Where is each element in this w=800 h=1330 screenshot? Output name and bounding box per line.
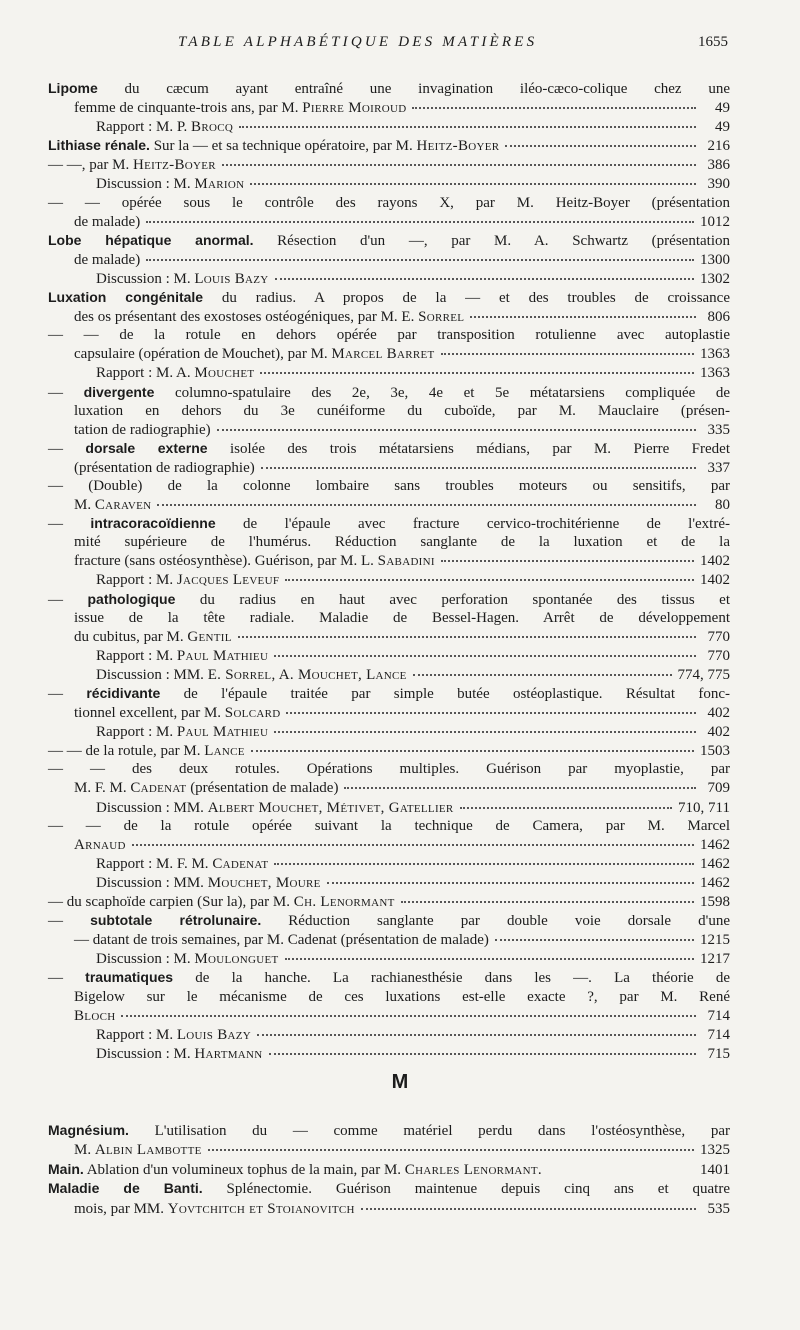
entry-body: — [48,913,91,930]
entry-body: capsulaire (opération de Mouchet), par M. [74,346,332,363]
dot-leader [495,927,694,941]
dot-leader [413,662,672,676]
dot-leader [132,832,694,846]
entry-text [96,270,269,288]
entry-subheading: traumatiques [85,969,174,986]
entry-body: femme de cinquante-trois ans, par M. [74,100,303,117]
dot-leader [460,795,672,809]
page-reference: 1325 [700,1142,730,1159]
author-name: Cadenat [130,780,187,797]
entry-body: des os présentant des exostoses ostéogéniques, par M. E. [74,309,419,326]
entry-body: — [48,686,87,702]
index-entry [48,288,730,1063]
page-reference: 1215 [700,932,730,949]
entry-body: — — de la rotule opérée suivant la technique de Camera, par M. Marcel [48,817,730,834]
entry-text [96,723,268,741]
dot-leader [260,360,694,374]
dot-leader [275,266,694,280]
dot-leader [470,304,696,318]
entry-line [48,420,730,439]
author-name: Bloch [74,1007,116,1024]
entry-line [48,798,730,817]
entry-heading: Maladie de Banti. [48,1180,203,1197]
entry-line [48,269,730,288]
entry-subheading: pathologique [87,590,176,607]
page-reference: 1012 [700,213,730,230]
entries-letter-m [48,1121,730,1218]
entry-text [96,364,254,382]
entry-body: — [48,440,86,457]
author-name: Ch. Lenormant [293,894,395,911]
entry-body: — (Double) de la colonne lombaire sans troubles moteurs ou sensitifs, par [48,477,730,494]
dot-leader [146,247,694,261]
entry-text [74,779,338,797]
entry-body: de l'épaule avec fracture cervico-trochitérienne de l'extré- [215,516,730,533]
dot-leader [274,643,696,657]
entry-text [74,1141,202,1159]
page-reference: 1402 [700,572,730,589]
section-letter: M [391,1071,409,1093]
entry-text [96,799,454,817]
entry-line [48,495,730,514]
dot-leader [285,946,694,960]
entry-body: luxation en dehors du 3e cunéiforme du cuboïde, par M. Mauclaire (présen- [74,402,730,419]
dot-leader [217,417,696,431]
entry-text [96,571,279,589]
entry-body: isolée des trois métatarsiens médians, par M. Pierre Fredet [207,440,730,457]
entry-body: — — de la rotule en dehors opérée par transposition rotulienne avec autoplastie [48,327,730,344]
entry-body: de la hanche. La rachianesthésie dans les —. La théorie de [173,970,731,987]
entry-text [96,1026,251,1044]
page-reference: 80 [715,497,730,514]
entry-line [48,1160,730,1179]
dot-leader [121,1003,696,1017]
entry-subheading: subtotale rétrolunaire. [90,912,262,929]
entry-body: Discussion : M. [96,951,195,968]
entry-body: fracture (sans ostéosynthèse). Guérison, par M. L. [74,553,378,570]
entry-body: (présentation de radiographie) [74,459,255,476]
entry-body: Résection d'un —, par M. A. Schwartz (présentation [253,232,730,249]
dot-leader [269,1041,696,1055]
entry-text [96,647,268,665]
entry-text [48,383,730,402]
page-reference: 402 [707,705,730,722]
author-name: Jacques Leveuf [176,572,280,589]
entry-text [74,496,151,514]
entry-text [74,1007,115,1025]
author-name: Yovtchitch et Stoianovitch [167,1200,355,1217]
page-reference: 714 [707,1026,730,1043]
entry-body: mois, par MM. [74,1200,168,1217]
entry-text [74,251,140,269]
page-reference: 770 [707,647,730,664]
page-reference: 337 [707,459,730,476]
page-reference: 1401 [700,1161,730,1178]
entry-text [48,156,216,174]
entry-text [74,628,232,646]
dot-leader [505,133,696,147]
entry-text [48,893,395,911]
index-entry [48,79,730,136]
entry-body: Rapport : M. P. [96,119,192,136]
entry-body: — — opérée sous le contrôle des rayons X, par M. Heitz-Boyer (présentation [48,194,730,211]
page-reference: 710, 711 [678,799,730,816]
entry-body: M. F. M. [74,780,131,797]
entry-body: — du scaphoïde carpien (Sur la), par M. [48,894,294,911]
dot-leader [257,1022,696,1036]
page-reference: 1300 [700,251,730,268]
dot-leader [261,455,696,469]
entry-line [48,1044,730,1063]
entry-body: — —, par M. [48,157,133,174]
page-reference: 1217 [700,951,730,968]
entry-body: de l'épaule traitée par simple butée ostéoplastique. Résultat fonc- [160,686,730,702]
page-reference: 1363 [700,346,730,363]
dot-leader [239,114,696,128]
page-reference: 1598 [700,894,730,911]
entry-line [48,1140,730,1159]
author-name: Lance [204,743,245,760]
author-name: Arnaud [74,836,126,853]
entry-body: Discussion : MM. [96,874,208,891]
dot-leader [412,95,696,109]
entry-text [96,855,268,873]
entry-line [48,458,730,477]
entry-body: M. [74,1142,95,1159]
entry-body: — [48,970,86,987]
page-reference: 335 [707,421,730,438]
entry-body: de malade) [74,213,141,230]
entry-body: Discussion : M. [96,176,195,193]
entry-body: Splénectomie. Guérison maintenue depuis cinq ans et quatre [202,1181,730,1198]
page-reference: 715 [707,1045,730,1062]
dot-leader [238,624,696,638]
entries-letter-l [48,79,730,1063]
entry-body: Rapport : M. [96,724,177,741]
author-name: Sabadini [377,553,435,570]
entry-body: columno-spatulaire des 2e, 3e, 4e et 5e métatarsiens compliquée de [154,384,730,401]
entry-body: Rapport : M. [96,647,177,664]
page-reference: 1302 [700,270,730,287]
entry-body: du cæcum ayant entraîné une invagination iléo-cæco-colique chez une [97,81,730,97]
author-name: Gentil [187,628,232,645]
page-reference: 402 [707,724,730,741]
dot-leader [208,1137,694,1151]
author-name: Mouchet, Moure [207,874,321,891]
author-name: Heitz-Boyer [133,157,216,174]
entry-heading: Lithiase rénale. [48,137,150,154]
entry-body: — [48,516,91,533]
author-name: E. Sorrel, A. Mouchet, Lance [207,666,407,683]
entry-line [48,570,730,589]
entry-subheading: récidivante [86,685,161,701]
dot-leader [361,1196,696,1210]
author-name: Hartmann [194,1045,263,1062]
entry-heading: Luxation congénitale [48,289,204,306]
entry-heading: Main. [48,1160,84,1177]
entry-text [74,704,280,722]
author-name: Sorrel [418,309,465,326]
entry-line [48,363,730,382]
dot-leader [274,851,694,865]
entry-body: du radius en haut avec perforation spontanée des tissus et [175,591,731,608]
dot-leader [146,209,694,223]
author-name: Solcard [224,705,281,722]
entry-line [48,590,730,609]
entry-body: Rapport : M. F. M. [96,855,213,872]
entry-line [48,741,730,760]
dot-leader [157,492,696,506]
page-reference: 709 [707,780,730,797]
author-name: Heitz-Boyer [416,138,500,155]
entry-text [74,213,140,231]
entry-subheading: intracoracoïdienne [90,515,216,532]
entry-body: Discussion : MM. [96,666,208,683]
page-reference: 1462 [700,855,730,872]
entry-body: mité supérieure de l'humérus. Réduction sanglante de la luxation et de la [74,534,730,551]
entry-text [74,459,255,477]
author-name: Charles Lenormant. [404,1161,542,1178]
entry-body: L'utilisation du — comme matériel perdu dans l'ostéosynthèse, par [128,1123,730,1139]
page-reference: 1402 [700,553,730,570]
entry-body: — datant de trois semaines, par M. Cadenat (présentation de malade) [74,932,489,949]
entry-body: — [48,591,88,608]
entry-body: de malade) [74,251,141,268]
entry-body: Rapport : M. [96,1026,177,1043]
entry-line [48,307,730,326]
entry-text [96,1045,263,1063]
index-entry [48,1160,730,1179]
author-name: Paul Mathieu [176,724,269,741]
author-name: Moulonguet [194,951,279,968]
dot-leader [344,775,696,789]
entry-text [48,742,245,760]
entry-text [96,950,279,968]
author-name: Paul Mathieu [176,647,269,664]
page-reference: 390 [707,176,730,193]
author-name: Louis Bazy [176,1026,252,1043]
author-name: Caraven [94,497,152,514]
author-name: Mouchet [194,365,255,382]
page-reference: 1503 [700,743,730,760]
index-entry [48,1179,730,1218]
entry-body: — — de la rotule, par M. [48,743,205,760]
entry-body: — — des deux rotules. Opérations multiples. Guérison par myoplastie, par [48,761,730,778]
entry-text [96,666,407,684]
running-head [0,34,800,56]
entry-text [48,1160,542,1179]
author-name: Louis Bazy [194,270,269,287]
page-reference: 770 [707,628,730,645]
page-reference: 714 [707,1007,730,1024]
author-name: Marcel Barret [331,346,435,363]
entry-text [74,308,464,326]
entry-text [48,968,730,987]
entry-heading: Magnésium. [48,1122,129,1138]
page-reference: 49 [715,119,730,136]
entry-body: Discussion : M. [96,270,195,287]
page-reference: 386 [707,157,730,174]
page-number: 1655 [698,34,728,50]
entry-line [48,1199,730,1218]
entry-body: Discussion : MM. [96,799,208,816]
author-name: Albin Lambotte [94,1142,202,1159]
author-name: Albert Mouchet, Métivet, Gatellier [207,799,454,816]
entry-body: issue de la tête radiale. Maladie de Bessel-Hagen. Arrêt de développement [74,609,730,626]
entry-heading: Lobe hépatique anormal. [48,231,254,248]
page-reference: 216 [707,138,730,155]
entry-text [48,514,730,533]
entry-body: Réduction sanglante par double voie dorsale d'une [261,913,731,930]
entry-line [48,665,730,684]
page-reference: 1363 [700,365,730,382]
entry-text [96,175,244,193]
entry-line [48,212,730,231]
entry-body: (présentation de malade) [186,780,339,797]
entry-body: M. [74,497,95,514]
entry-heading: Lipome [48,80,98,96]
entry-text [74,421,211,439]
entry-text [96,874,321,892]
dot-leader [401,889,694,903]
page-reference: 1462 [700,836,730,853]
dot-leader [285,567,694,581]
running-title: TABLE ALPHABÉTIQUE DES MATIÈRES [178,34,538,50]
author-name: Brocq [191,119,234,136]
author-name: Pierre Moiroud [302,100,407,117]
dot-leader [222,152,696,166]
author-name: Marion [194,176,245,193]
entry-text [74,836,126,854]
entry-line [48,174,730,193]
entry-subheading: dorsale externe [85,439,208,456]
page-reference: 806 [707,309,730,326]
page-reference: 774, 775 [677,666,730,683]
entry-text [74,1200,355,1218]
index-entry [48,231,730,288]
page-reference: 1462 [700,874,730,891]
page-reference: 535 [707,1200,730,1217]
entry-line [48,968,730,987]
dot-leader [274,719,696,733]
index-entry [48,1121,730,1160]
dot-leader [327,870,694,884]
dot-leader [441,341,694,355]
entry-line [48,383,730,402]
entry-line [48,949,730,968]
dot-leader [251,738,694,752]
entry-body: tation de radiographie) [74,421,211,438]
entry-line [48,892,730,911]
entry-body: Bigelow sur le mécanisme de ces luxations est-elle exacte ?, par M. René [74,988,730,1005]
entry-body: Sur la — et sa technique opératoire, par M. [149,138,417,155]
entry-body: tionnel excellent, par M. [74,705,225,722]
entry-body: Rapport : M. A. [96,365,195,382]
author-name: Cadenat [212,855,269,872]
entry-subheading: divergente [83,383,155,400]
entry-text [96,118,233,136]
entry-body: du cubitus, par M. [74,628,188,645]
dot-leader [286,700,696,714]
dot-leader [250,171,696,185]
entry-body: du radius. A propos de la — et des troubles de croissance [203,290,730,307]
entry-body: Discussion : M. [96,1045,195,1062]
entry-body: — [48,384,84,401]
entry-line [48,514,730,533]
dot-leader [441,548,694,562]
entry-body: Rapport : M. [96,572,177,589]
entry-body: Ablation d'un volumineux tophus de la main, par M. [83,1161,405,1178]
entry-text [48,590,730,609]
index-entry [48,136,730,230]
page-reference: 49 [715,100,730,117]
